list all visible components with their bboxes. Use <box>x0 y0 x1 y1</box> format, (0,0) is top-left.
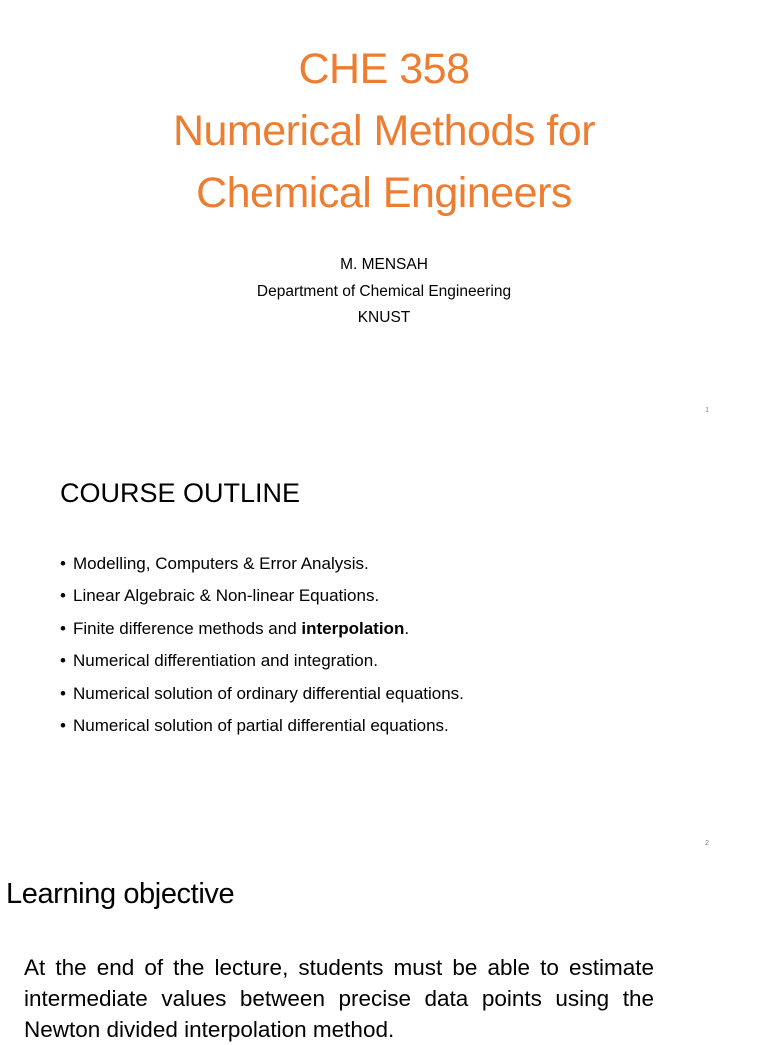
objective-paragraph: At the end of the lecture, students must be able to estimate intermediate values between precise data points using the Newton divided interpolation method. <box>24 955 654 1042</box>
title-line-course-code: CHE 358 <box>298 45 470 93</box>
list-item-text: Numerical solution of partial differential equations. <box>73 716 449 736</box>
list-item <box>60 678 464 710</box>
bullet-icon: • <box>60 586 66 606</box>
learning-objective-slide <box>0 864 768 1042</box>
bullet-icon: • <box>60 651 66 671</box>
list-item <box>60 548 464 580</box>
list-item <box>60 645 464 677</box>
list-item <box>60 710 464 742</box>
list-item-bold-text: interpolation <box>301 618 405 638</box>
list-item-text: Numerical solution of ordinary differential equations. <box>73 683 464 703</box>
page-number: 2 <box>705 840 709 847</box>
title-line-course-name-cont: Chemical Engineers <box>196 169 572 217</box>
bullet-icon: • <box>60 618 66 638</box>
title-line-course-name: Numerical Methods for <box>172 107 596 155</box>
outline-list <box>60 548 464 742</box>
title-slide <box>0 0 768 432</box>
page-number: 1 <box>705 407 709 414</box>
course-outline-slide <box>0 432 768 864</box>
institution-name: KNUST <box>357 309 411 326</box>
slide-title <box>0 38 768 224</box>
bullet-icon: • <box>60 683 66 703</box>
author-info <box>0 252 768 332</box>
list-item-text-end: . <box>404 618 410 638</box>
slide-heading: Learning objective <box>6 878 235 910</box>
list-item <box>60 580 464 612</box>
list-item-text: Modelling, Computers & Error Analysis. <box>73 554 369 573</box>
slide-heading: COURSE OUTLINE <box>60 478 301 508</box>
bullet-icon: • <box>60 554 66 573</box>
list-item-text: Finite difference methods and <box>73 618 302 638</box>
bullet-icon: • <box>60 716 66 736</box>
department-name: Department of Chemical Engineering <box>256 282 512 300</box>
author-name: M. MENSAH <box>340 256 428 273</box>
list-item <box>60 613 464 645</box>
list-item-text: Numerical differentiation and integration. <box>73 651 378 671</box>
list-item-text: Linear Algebraic & Non-linear Equations. <box>73 586 380 606</box>
